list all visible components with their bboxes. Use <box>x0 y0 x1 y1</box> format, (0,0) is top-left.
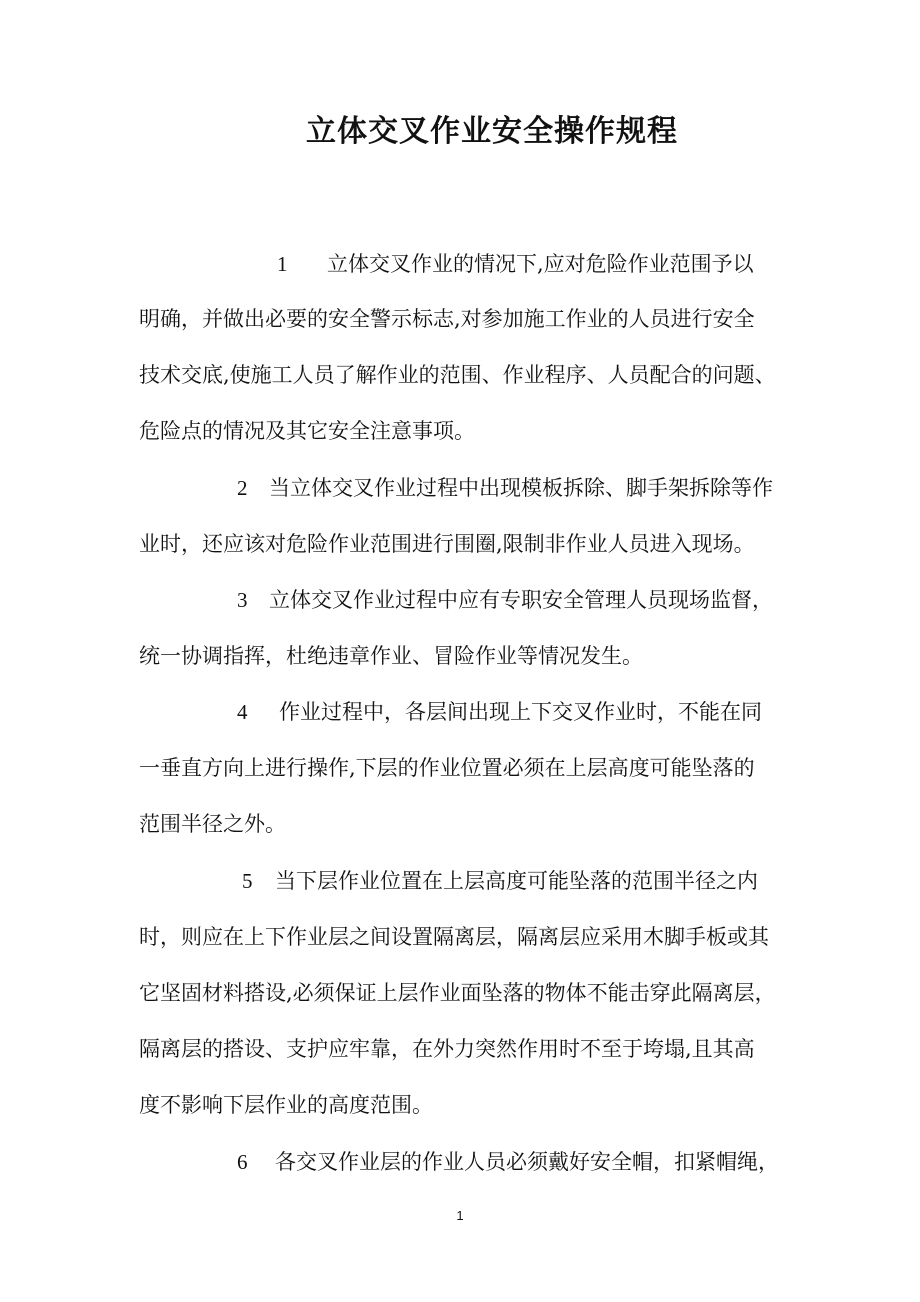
item-number: 2 <box>237 476 248 500</box>
item-5-line-2: 时，则应在上下作业层之间设置隔离层，隔离层应采用木脚手板或其 <box>139 925 769 949</box>
item-1-first-line <box>139 249 754 279</box>
item-text: 各交叉作业层的作业人员必须戴好安全帽，扣紧帽绳， <box>275 1150 779 1174</box>
item-1-line-2: 明确，并做出必要的安全警示标志,对参加施工作业的人员进行安全 <box>139 307 755 331</box>
item-number: 5 <box>242 869 253 893</box>
item-5-line-5: 度不影响下层作业的高度范围。 <box>139 1093 433 1117</box>
item-2-line-2: 业时，还应该对危险作业范围进行围圈,限制非作业人员进入现场。 <box>139 532 755 556</box>
item-5-first-line <box>139 866 758 896</box>
item-2-first-line <box>139 473 773 503</box>
item-number: 6 <box>237 1150 248 1174</box>
page-number: 1 <box>456 1208 464 1223</box>
item-number: 1 <box>277 252 288 276</box>
item-text: 当立体交叉作业过程中出现模板拆除、脚手架拆除等作 <box>269 476 773 500</box>
item-number: 3 <box>237 588 248 612</box>
item-text: 立体交叉作业过程中应有专职安全管理人员现场监督， <box>269 588 773 612</box>
item-text: 当下层作业位置在上层高度可能坠落的范围半径之内 <box>275 869 758 893</box>
item-number: 4 <box>237 700 248 724</box>
item-text: 作业过程中，各层间出现上下交叉作业时，不能在同 <box>279 700 762 724</box>
item-1-line-4: 危险点的情况及其它安全注意事项。 <box>139 419 475 443</box>
item-3-first-line <box>139 585 773 615</box>
item-5-line-4: 隔离层的搭设、支护应牢靠，在外力突然作用时不至于垮塌,且其高 <box>139 1037 755 1061</box>
document-title: 立体交叉作业安全操作规程 <box>306 114 678 149</box>
item-text: 立体交叉作业的情况下,应对危险作业范围予以 <box>327 252 754 276</box>
item-4-line-3: 范围半径之外。 <box>139 812 286 836</box>
item-4-line-2: 一垂直方向上进行操作,下层的作业位置必须在上层高度可能坠落的 <box>139 756 755 780</box>
item-4-first-line <box>139 697 762 727</box>
item-6-first-line <box>139 1147 779 1177</box>
item-1-line-3: 技术交底,使施工人员了解作业的范围、作业程序、人员配合的问题、 <box>139 363 776 387</box>
item-3-line-2: 统一协调指挥，杜绝违章作业、冒险作业等情况发生。 <box>139 644 643 668</box>
item-5-line-3: 它坚固材料搭设,必须保证上层作业面坠落的物体不能击穿此隔离层， <box>139 981 776 1005</box>
